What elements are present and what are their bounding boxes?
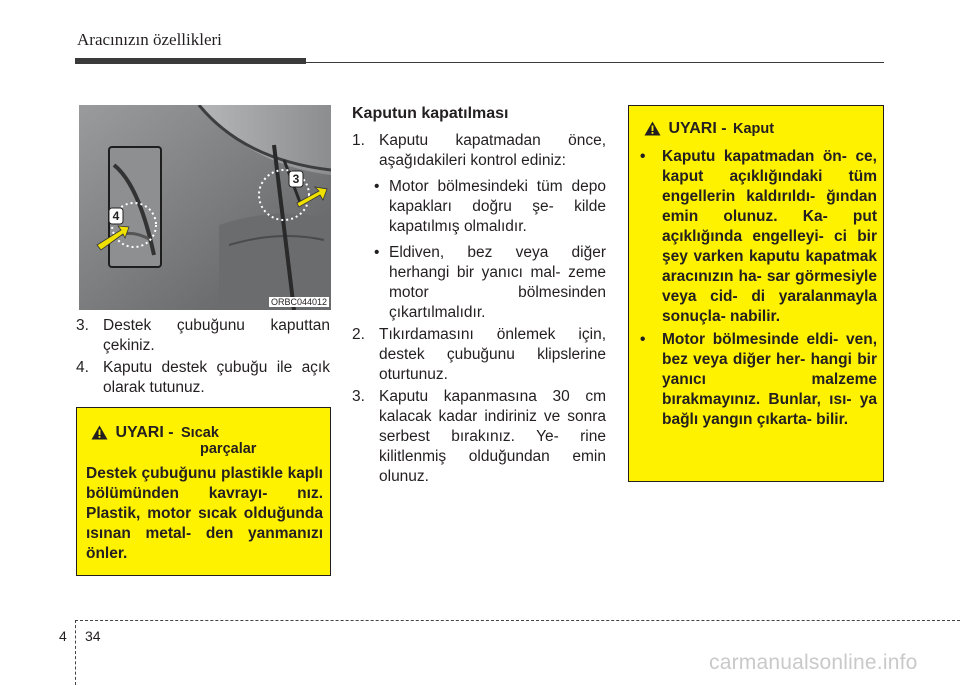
warning-label: UYARI - <box>115 424 174 441</box>
page-number: 34 <box>85 628 101 644</box>
step-number: 2. <box>352 326 365 343</box>
step-text: Kaputu kapanmasına 30 cm kalacak kadar indiriniz ve sonra serbest bırakınız. Ye- rine kilitlenmiş olduğundan emin olunuz. <box>379 388 606 485</box>
page-header-title: Aracınızın özellikleri <box>77 30 222 49</box>
warning-title: Kaput <box>733 121 775 137</box>
column2-closing-hood <box>352 104 606 487</box>
header-rule-thin <box>306 62 884 63</box>
section-title: Kaputun kapatılması <box>352 105 509 122</box>
step-number: 1. <box>352 132 365 149</box>
bullet: • <box>640 331 646 348</box>
warning-title-line2: parçalar <box>200 441 257 457</box>
warning-triangle-icon <box>91 425 108 440</box>
watermark-text: carmanualsonline.info <box>709 651 918 674</box>
column1-steps <box>76 316 330 398</box>
bullet: • <box>374 178 380 195</box>
warning-body: Destek çubuğunu plastikle kaplı bölümünden kavrayı- nız. Plastik, motor sıcak olduğunda ısınan metal- den yanmanızı önler. <box>86 465 323 562</box>
list-item <box>352 243 606 323</box>
svg-text:4: 4 <box>112 209 120 223</box>
bullet: • <box>640 148 646 165</box>
list-item <box>639 330 877 430</box>
footer-rule <box>75 620 960 621</box>
callout-3 <box>289 171 303 187</box>
step-text: Destek çubuğunu kaputtan çekiniz. <box>103 317 330 354</box>
warning-heading <box>644 120 774 138</box>
step-number: 4. <box>76 359 89 376</box>
warning-item-text: Motor bölmesinde eldi- ven, bez veya diğer her- hangi bir yanıcı malzeme bırakmayınız. Bunlar, ısı- ya bağlı yangın çıkarta- bilir. <box>662 331 877 428</box>
warning-box-hood <box>628 105 884 482</box>
figure-code: ORBC044012 <box>270 297 327 307</box>
svg-text:3: 3 <box>292 172 300 186</box>
footer-vertical-rule <box>75 620 76 685</box>
hood-stay-rod-illustration <box>79 105 331 310</box>
bullet-text: Motor bölmesindeki tüm depo kapakları doğru şe- kilde kapatılmış olmalıdır. <box>389 178 606 235</box>
header-rule-thick <box>75 58 306 64</box>
bullet-text: Eldiven, bez veya diğer herhangi bir yanıcı mal- zeme motor bölmesinden çıkartılmalıdır. <box>389 244 606 321</box>
list-item <box>352 387 606 487</box>
step-text: Kaputu kapatmadan önce, aşağıdakileri kontrol ediniz: <box>379 132 606 169</box>
list-item <box>639 147 877 327</box>
bullet: • <box>374 244 380 261</box>
warning-title-line1: Sıcak <box>181 425 219 441</box>
chapter-number: 4 <box>59 628 67 644</box>
step-text: Tıkırdamasını önlemek için, destek çubuğunu klipslerine oturtunuz. <box>379 326 606 383</box>
warning-item-text: Kaputu kapatmadan ön- ce, kaput açıklığındaki tüm engellerin kaldırıldı- ğından emin olunuz. Ka- put açıklığında engelleyi- ci bir şey varken kaputu kapatmak aracınızın ha- sar görmesiyle veya cid- di yaralanmayla sonuçla- nabilir. <box>662 148 877 325</box>
step-number: 3. <box>76 317 89 334</box>
list-item <box>352 177 606 237</box>
step-text: Kaputu destek çubuğu ile açık olarak tutunuz. <box>103 359 330 396</box>
warning-label: UYARI - <box>668 120 727 137</box>
list-item <box>352 325 606 385</box>
list-item <box>76 358 330 398</box>
list-item <box>76 316 330 356</box>
callout-4 <box>109 208 123 224</box>
warning-triangle-icon <box>644 121 661 136</box>
warning-heading <box>91 424 321 457</box>
step-number: 3. <box>352 388 365 405</box>
hood-illustration-svg <box>79 105 331 310</box>
warning-box-hot-parts <box>76 407 331 576</box>
warning-items <box>639 147 877 430</box>
list-item <box>352 131 606 171</box>
